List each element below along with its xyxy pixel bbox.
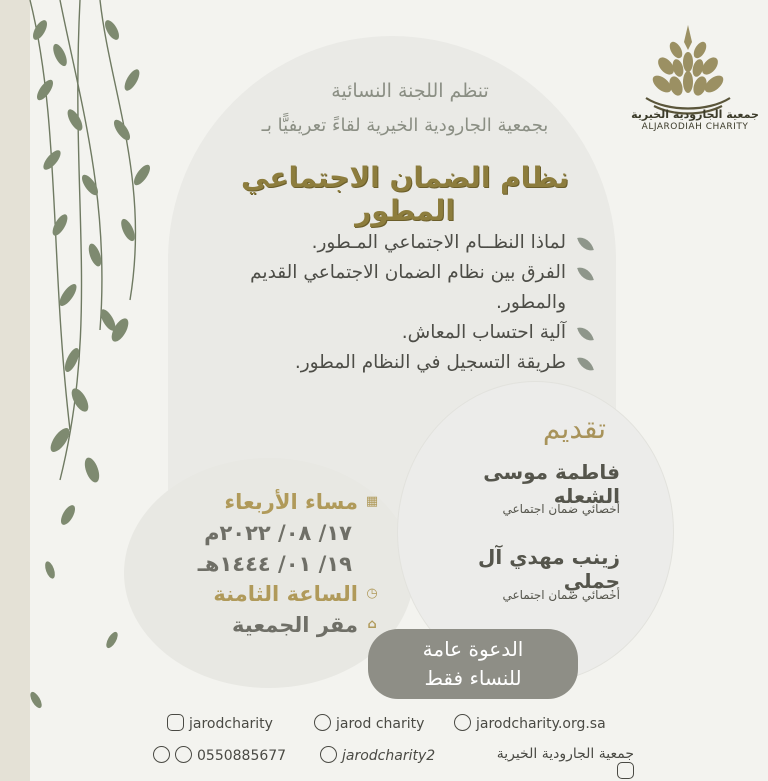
twitter-contact[interactable] <box>320 746 435 764</box>
intro-line-1: تنظم اللجنة النسائية <box>331 80 489 102</box>
invitation-badge <box>368 629 578 699</box>
intro-line-2: بجمعية الجارودية الخيرية لقاءً تعريفيًّا بـ <box>261 115 549 136</box>
facebook-icon <box>617 762 634 779</box>
decorative-vines <box>0 0 180 781</box>
event-date-hijri <box>172 552 380 576</box>
phone-number: 0550885677 <box>197 748 287 764</box>
leaf-bullet-icon <box>577 355 594 374</box>
event-venue-text: مقر الجمعية <box>232 613 358 637</box>
leaf-bullet-icon <box>577 235 594 254</box>
agenda-item-text: طريقة التسجيل في النظام المطور. <box>294 352 566 373</box>
agenda-item <box>250 228 592 258</box>
presenters-heading: تقديم <box>542 412 606 445</box>
event-title: نظام الضمان الاجتماعي المطور <box>240 161 569 227</box>
facebook-contact[interactable] <box>474 746 634 780</box>
agenda-item-text: الفرق بين نظام الضمان الاجتماعي القديم والمطور. <box>250 262 566 313</box>
event-date-hijri-text: ١٩/ ٠١/ ١٤٤٤هـ <box>197 552 352 576</box>
invitation-line-1: الدعوة عامة <box>422 637 524 661</box>
event-date-gregorian <box>172 521 380 545</box>
twitter-handle: jarodcharity2 <box>342 748 436 764</box>
leaf-bullet-icon <box>577 325 594 344</box>
phone-contact[interactable] <box>153 746 286 764</box>
support-agent-icon <box>153 746 170 763</box>
event-day-text: مساء الأربعاء <box>224 490 358 514</box>
globe-icon <box>454 714 471 731</box>
agenda-item <box>250 258 592 318</box>
presenter-name: زينب مهدي آل جملي <box>478 545 620 593</box>
instagram-icon <box>167 714 184 731</box>
presenter-name: فاطمة موسى الشعله <box>483 460 620 508</box>
calendar-icon: ▦ <box>365 494 379 509</box>
invitation-line-2: للنساء فقط <box>424 666 522 690</box>
agenda-item <box>250 318 592 348</box>
logo-name-english: ALJARODIAH CHARITY <box>641 122 749 132</box>
snapchat-contact[interactable] <box>314 714 424 732</box>
snapchat-icon <box>314 714 331 731</box>
website-url: jarodcharity.org.sa <box>476 716 606 732</box>
event-venue <box>172 613 380 637</box>
facebook-name: جمعية الجارودية الخيرية <box>496 746 634 762</box>
website-contact[interactable] <box>454 714 606 732</box>
event-time-text: الساعة الثامنة <box>213 582 358 606</box>
event-day <box>172 490 380 514</box>
whatsapp-icon <box>175 746 192 763</box>
home-icon: ⌂ <box>367 617 377 632</box>
event-date-gregorian-text: ١٧/ ٠٨/ ٢٠٢٢م <box>204 521 352 545</box>
clock-icon: ◷ <box>366 586 378 601</box>
leaf-bullet-icon <box>577 265 594 284</box>
logo-name-arabic: جمعية الجارودية الخيرية <box>631 108 759 121</box>
agenda-item <box>250 348 592 378</box>
instagram-contact[interactable] <box>167 714 273 732</box>
agenda-item-text: لماذا النظــام الاجتماعي المـطور. <box>311 232 566 253</box>
snapchat-handle: jarod charity <box>336 716 425 732</box>
presenter-role: أخصائي ضمان اجتماعي <box>502 588 620 602</box>
agenda-item-text: آلية احتساب المعاش. <box>401 322 566 343</box>
presenter-role: أخصائي ضمان اجتماعي <box>502 502 620 516</box>
event-time <box>172 582 380 606</box>
twitter-icon <box>320 746 337 763</box>
agenda-list <box>250 228 592 378</box>
instagram-handle: jarodcharity <box>189 716 273 732</box>
